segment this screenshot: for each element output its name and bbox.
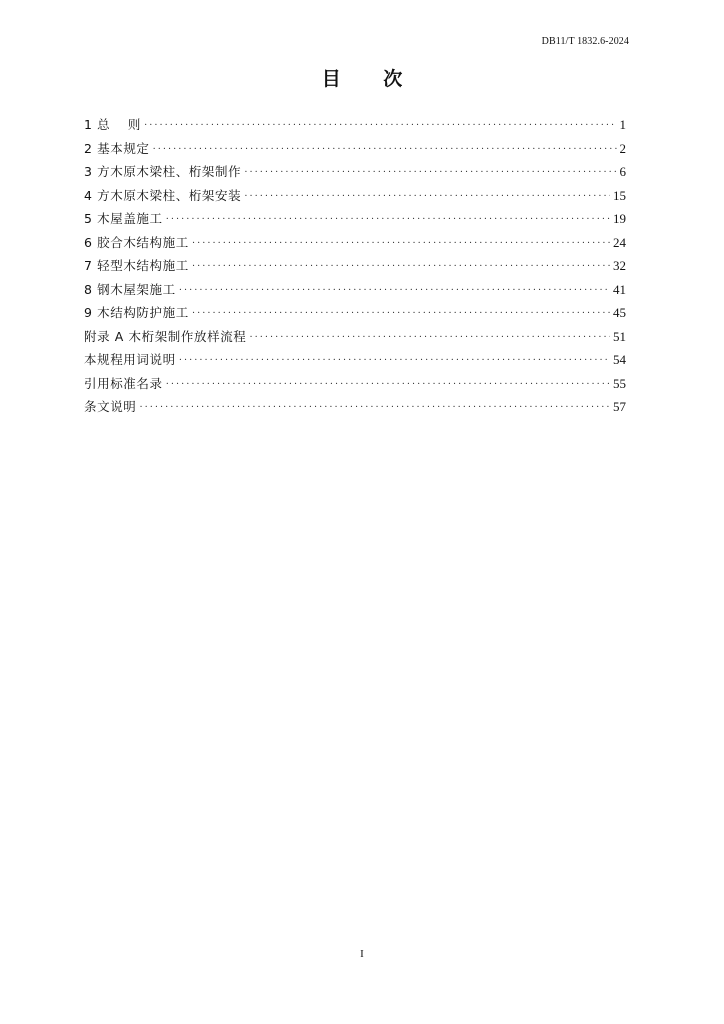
toc-entry-page: 15 <box>613 187 626 203</box>
toc-entry[interactable] <box>84 113 626 137</box>
toc-entry[interactable] <box>84 348 626 372</box>
toc-entry-page: 55 <box>613 375 626 391</box>
toc-entry-label: 6 胶合木结构施工 <box>84 234 189 250</box>
toc-entry-label: 5 木屋盖施工 <box>84 211 163 226</box>
toc-entry-label: 9 木结构防护施工 <box>84 305 189 320</box>
toc-entry-page: 32 <box>613 258 626 273</box>
toc-entry-page: 57 <box>613 399 626 414</box>
toc-entry-page: 41 <box>613 281 626 297</box>
toc-entry-page: 1 <box>619 117 626 132</box>
toc-dot-leader <box>192 302 610 326</box>
toc-entry[interactable] <box>84 160 626 184</box>
toc-entry-page: 2 <box>619 140 626 156</box>
toc-entry-label: 本规程用词说明 <box>84 352 176 367</box>
toc-entry-page: 6 <box>619 164 626 179</box>
toc-entry[interactable] <box>84 301 626 325</box>
toc-entry-label: 4 方木原木梁柱、桁架安装 <box>84 187 242 203</box>
toc-entry[interactable] <box>84 254 626 278</box>
toc-entry[interactable] <box>84 325 626 349</box>
toc-entry-page: 51 <box>613 328 626 344</box>
table-of-contents <box>84 113 626 419</box>
toc-dot-leader <box>192 232 610 256</box>
toc-entry-label: 引用标准名录 <box>84 375 163 391</box>
page-title: 目 次 <box>321 68 421 90</box>
toc-entry-label: 附录 A 木桁架制作放样流程 <box>84 328 247 344</box>
toc-entry[interactable] <box>84 231 626 255</box>
toc-dot-leader <box>179 279 610 303</box>
toc-dot-leader <box>244 161 616 185</box>
toc-entry-page: 45 <box>613 305 626 320</box>
toc-dot-leader <box>166 373 610 397</box>
toc-entry-page: 19 <box>613 211 626 226</box>
toc-dot-leader <box>249 326 610 350</box>
toc-entry-label: 1 总 则 <box>84 117 141 132</box>
toc-entry[interactable] <box>84 278 626 302</box>
toc-entry-label: 条文说明 <box>84 399 137 414</box>
toc-entry[interactable] <box>84 184 626 208</box>
toc-entry-label: 3 方木原木梁柱、桁架制作 <box>84 164 242 179</box>
toc-entry[interactable] <box>84 137 626 161</box>
toc-entry[interactable] <box>84 207 626 231</box>
toc-dot-leader <box>153 138 617 162</box>
toc-entry-page: 54 <box>613 352 626 367</box>
toc-entry-label: 7 轻型木结构施工 <box>84 258 189 273</box>
toc-dot-leader <box>144 114 617 138</box>
toc-dot-leader <box>179 349 610 373</box>
toc-dot-leader <box>192 255 610 279</box>
toc-entry-label: 8 钢木屋架施工 <box>84 281 176 297</box>
toc-dot-leader <box>139 396 610 420</box>
page-number: I <box>360 948 364 960</box>
toc-entry-label: 2 基本规定 <box>84 140 150 156</box>
toc-entry[interactable] <box>84 395 626 419</box>
toc-dot-leader <box>166 208 610 232</box>
toc-entry[interactable] <box>84 372 626 396</box>
toc-dot-leader <box>244 185 610 209</box>
toc-entry-page: 24 <box>613 234 626 250</box>
document-code: DB11/T 1832.6-2024 <box>541 36 629 47</box>
